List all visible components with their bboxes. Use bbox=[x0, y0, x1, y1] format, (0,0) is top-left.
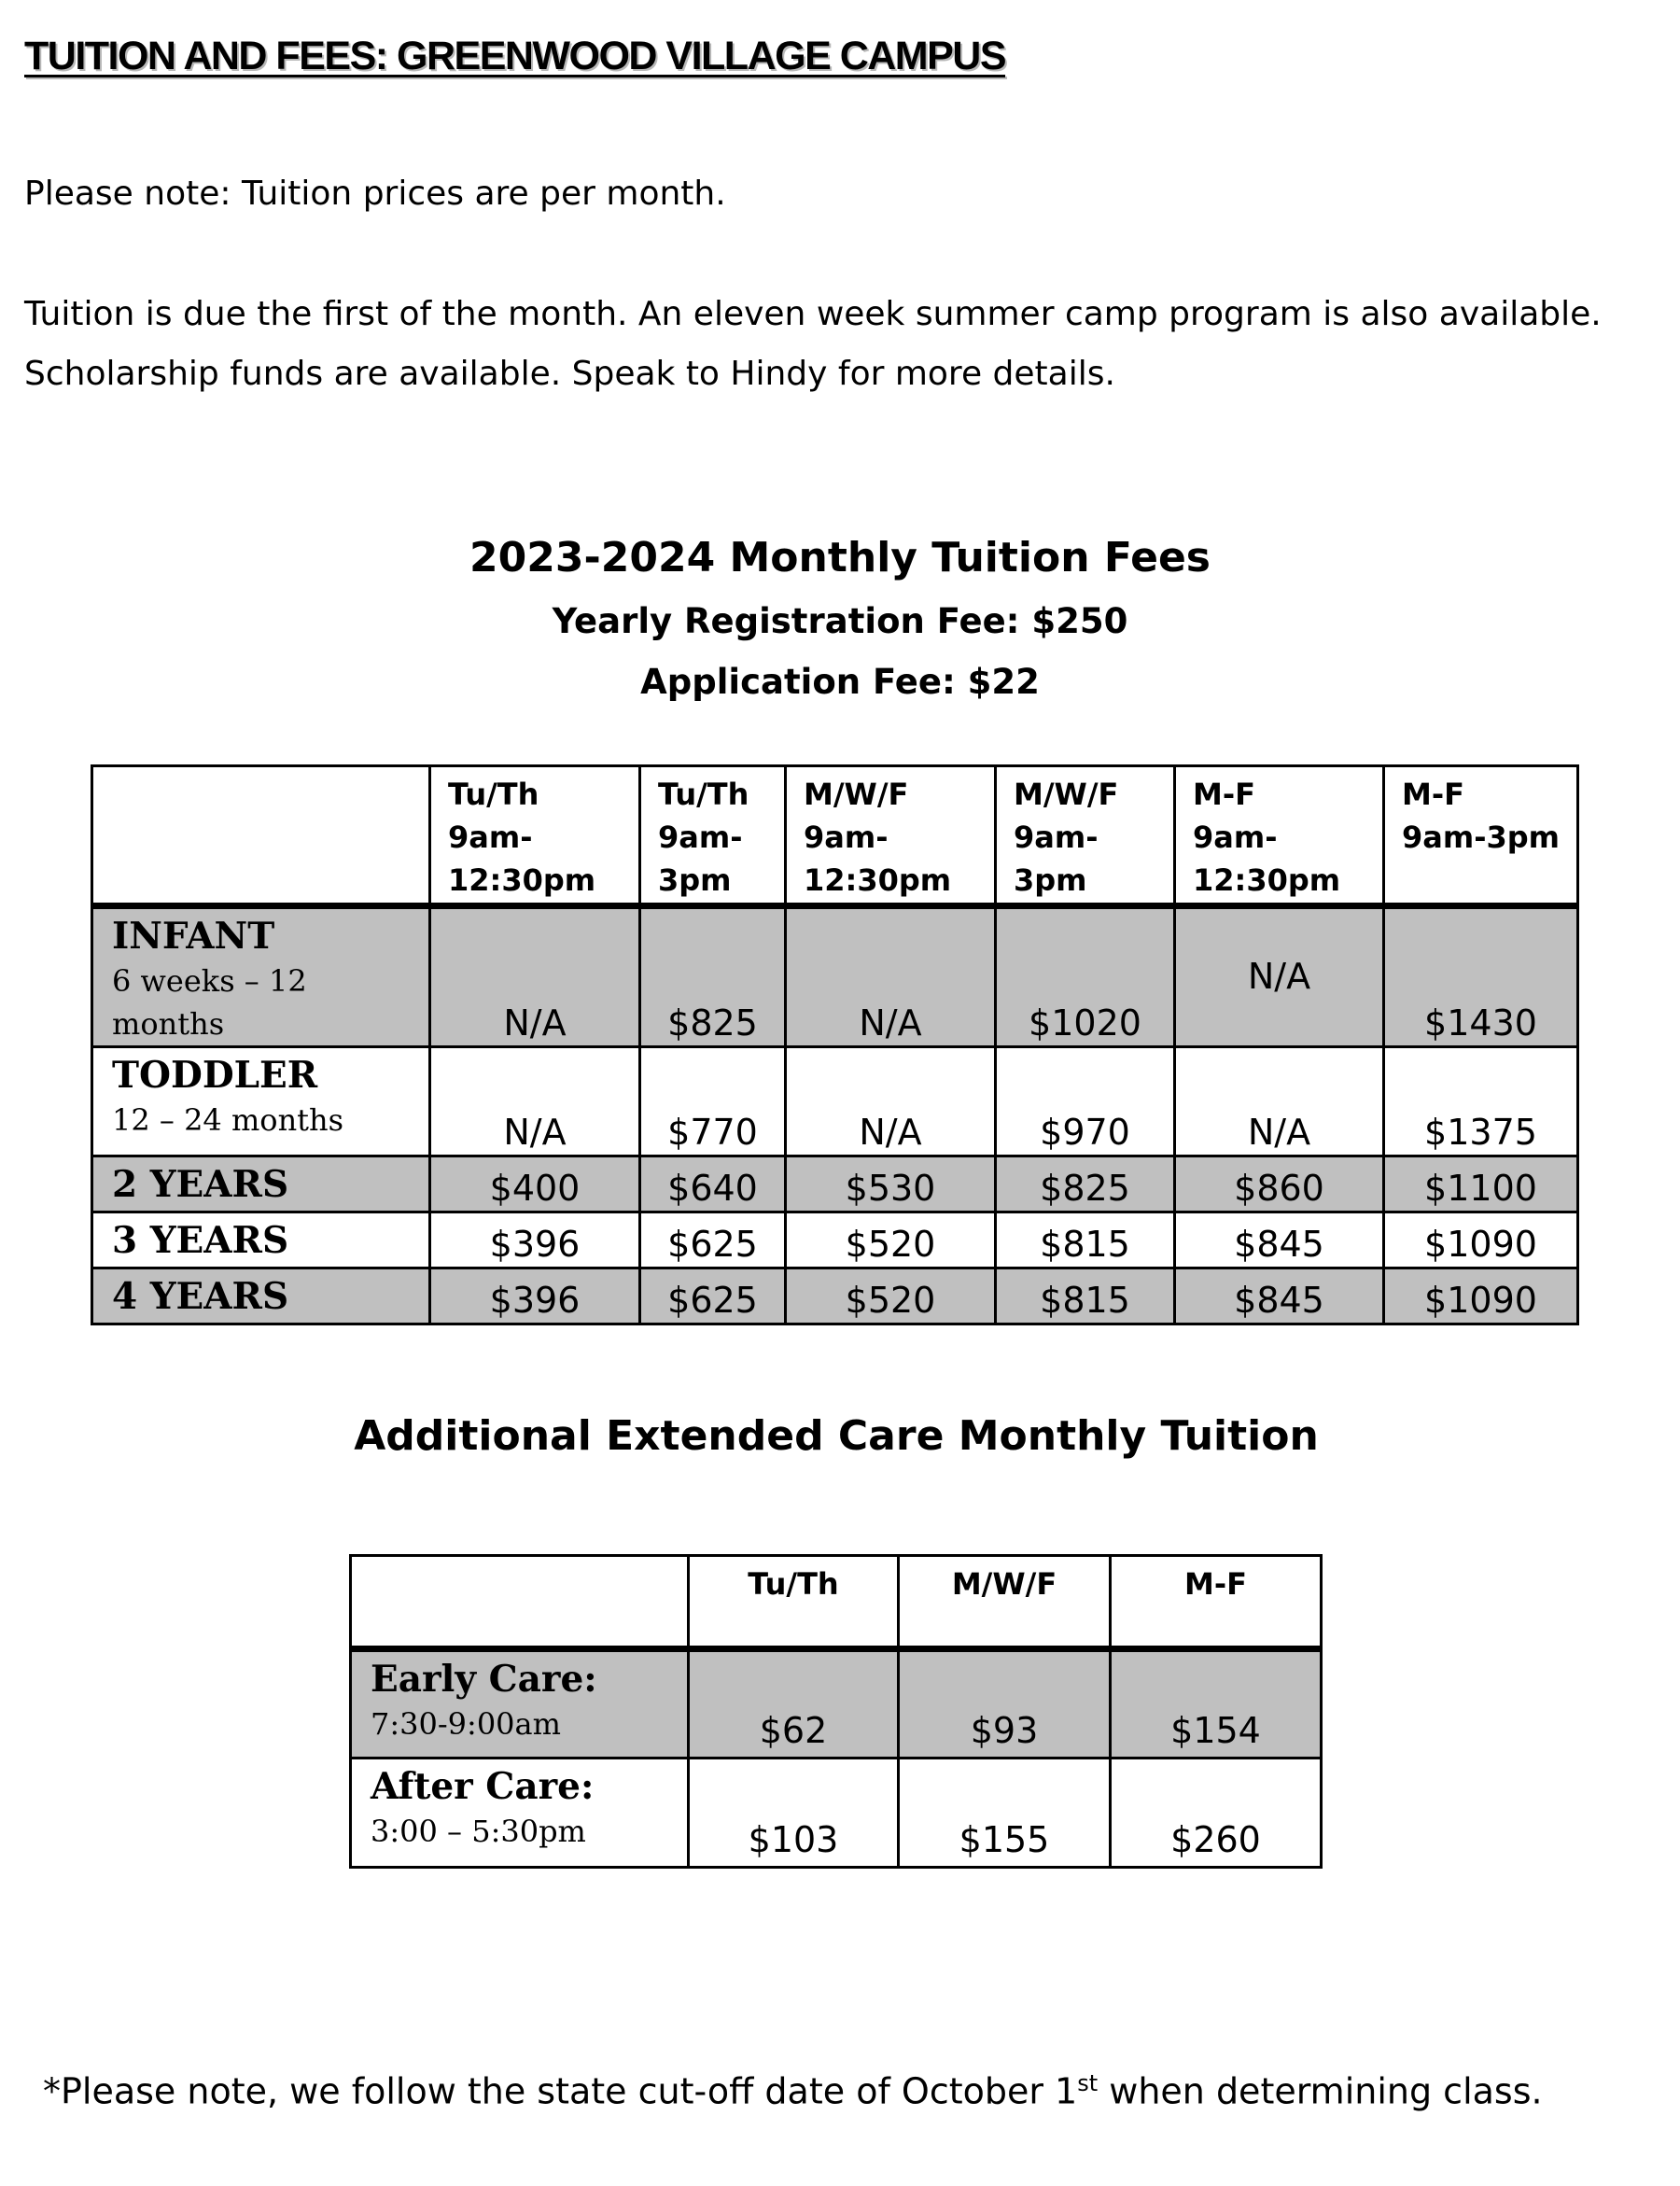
price-cell: $640 bbox=[640, 1156, 786, 1212]
row-label: INFANT 6 weeks – 12 months bbox=[92, 906, 430, 1047]
column-header: M/W/F 9am- 12:30pm bbox=[786, 766, 996, 906]
price-cell: $396 bbox=[430, 1212, 640, 1268]
column-header: M-F bbox=[1111, 1556, 1322, 1649]
price-cell: $103 bbox=[689, 1759, 899, 1868]
price-cell: N/A bbox=[1175, 1047, 1384, 1156]
price-cell: $815 bbox=[996, 1212, 1175, 1268]
column-header: M/W/F 9am- 3pm bbox=[996, 766, 1175, 906]
tuition-heading: 2023-2024 Monthly Tuition Fees bbox=[469, 534, 1211, 582]
price-cell: $860 bbox=[1175, 1156, 1384, 1212]
price-cell: $1100 bbox=[1384, 1156, 1578, 1212]
price-cell: $970 bbox=[996, 1047, 1175, 1156]
row-label: 4 YEARS bbox=[92, 1268, 430, 1324]
price-cell: $260 bbox=[1111, 1759, 1322, 1868]
price-cell: N/A bbox=[430, 1047, 640, 1156]
tuition-header-row bbox=[92, 766, 1578, 906]
price-cell: $62 bbox=[689, 1649, 899, 1759]
column-header: M/W/F bbox=[899, 1556, 1111, 1649]
row-label: TODDLER 12 – 24 months bbox=[92, 1047, 430, 1156]
price-cell: N/A bbox=[786, 906, 996, 1047]
registration-fee: Yearly Registration Fee: $250 bbox=[552, 601, 1128, 641]
row-label: 3 YEARS bbox=[92, 1212, 430, 1268]
price-cell: $93 bbox=[899, 1649, 1111, 1759]
price-cell: $530 bbox=[786, 1156, 996, 1212]
table-row bbox=[92, 1212, 1578, 1268]
price-cell: $845 bbox=[1175, 1212, 1384, 1268]
row-label: Early Care: 7:30-9:00am bbox=[351, 1649, 689, 1759]
table-row bbox=[92, 1156, 1578, 1212]
column-header: M-F 9am- 12:30pm bbox=[1175, 766, 1384, 906]
price-cell: $770 bbox=[640, 1047, 786, 1156]
table-row bbox=[92, 1047, 1578, 1156]
price-cell: N/A bbox=[786, 1047, 996, 1156]
price-cell: $1375 bbox=[1384, 1047, 1578, 1156]
cutoff-footnote: *Please note, we follow the state cut-off date of October 1st when determining class. bbox=[43, 2070, 1543, 2112]
price-cell: $625 bbox=[640, 1268, 786, 1324]
table-row bbox=[351, 1759, 1322, 1868]
price-cell: $154 bbox=[1111, 1649, 1322, 1759]
price-cell: $625 bbox=[640, 1212, 786, 1268]
price-cell: $400 bbox=[430, 1156, 640, 1212]
tuition-table bbox=[91, 764, 1579, 1325]
care-header-row bbox=[351, 1556, 1322, 1649]
tuition-note: Please note: Tuition prices are per month. bbox=[24, 175, 726, 213]
price-cell: N/A bbox=[1175, 906, 1384, 1047]
price-cell: $815 bbox=[996, 1268, 1175, 1324]
info-line-due: Tuition is due the first of the month. An eleven week summer camp program is also available. bbox=[24, 295, 1602, 333]
extended-care-heading: Additional Extended Care Monthly Tuition bbox=[354, 1412, 1319, 1460]
price-cell: $155 bbox=[899, 1759, 1111, 1868]
table-row bbox=[92, 906, 1578, 1047]
price-cell: $825 bbox=[640, 906, 786, 1047]
row-label: After Care: 3:00 – 5:30pm bbox=[351, 1759, 689, 1868]
application-fee: Application Fee: $22 bbox=[640, 662, 1040, 702]
table-row bbox=[92, 1268, 1578, 1324]
price-cell: $520 bbox=[786, 1268, 996, 1324]
column-header: Tu/Th 9am- 3pm bbox=[640, 766, 786, 906]
price-cell: $1020 bbox=[996, 906, 1175, 1047]
column-header: Tu/Th bbox=[689, 1556, 899, 1649]
extended-care-table bbox=[349, 1554, 1323, 1869]
column-header: Tu/Th 9am- 12:30pm bbox=[430, 766, 640, 906]
price-cell: $1090 bbox=[1384, 1268, 1578, 1324]
price-cell: $396 bbox=[430, 1268, 640, 1324]
price-cell: $1090 bbox=[1384, 1212, 1578, 1268]
price-cell: N/A bbox=[430, 906, 640, 1047]
price-cell: $1430 bbox=[1384, 906, 1578, 1047]
column-header: M-F 9am-3pm bbox=[1384, 766, 1578, 906]
page-title: TUITION AND FEES: GREENWOOD VILLAGE CAMPUS bbox=[24, 34, 1006, 78]
price-cell: $845 bbox=[1175, 1268, 1384, 1324]
corner-cell bbox=[92, 766, 430, 906]
row-label: 2 YEARS bbox=[92, 1156, 430, 1212]
table-row bbox=[351, 1649, 1322, 1759]
corner-cell bbox=[351, 1556, 689, 1649]
price-cell: $520 bbox=[786, 1212, 996, 1268]
info-line-scholarship: Scholarship funds are available. Speak to Hindy for more details. bbox=[24, 355, 1115, 393]
price-cell: $825 bbox=[996, 1156, 1175, 1212]
